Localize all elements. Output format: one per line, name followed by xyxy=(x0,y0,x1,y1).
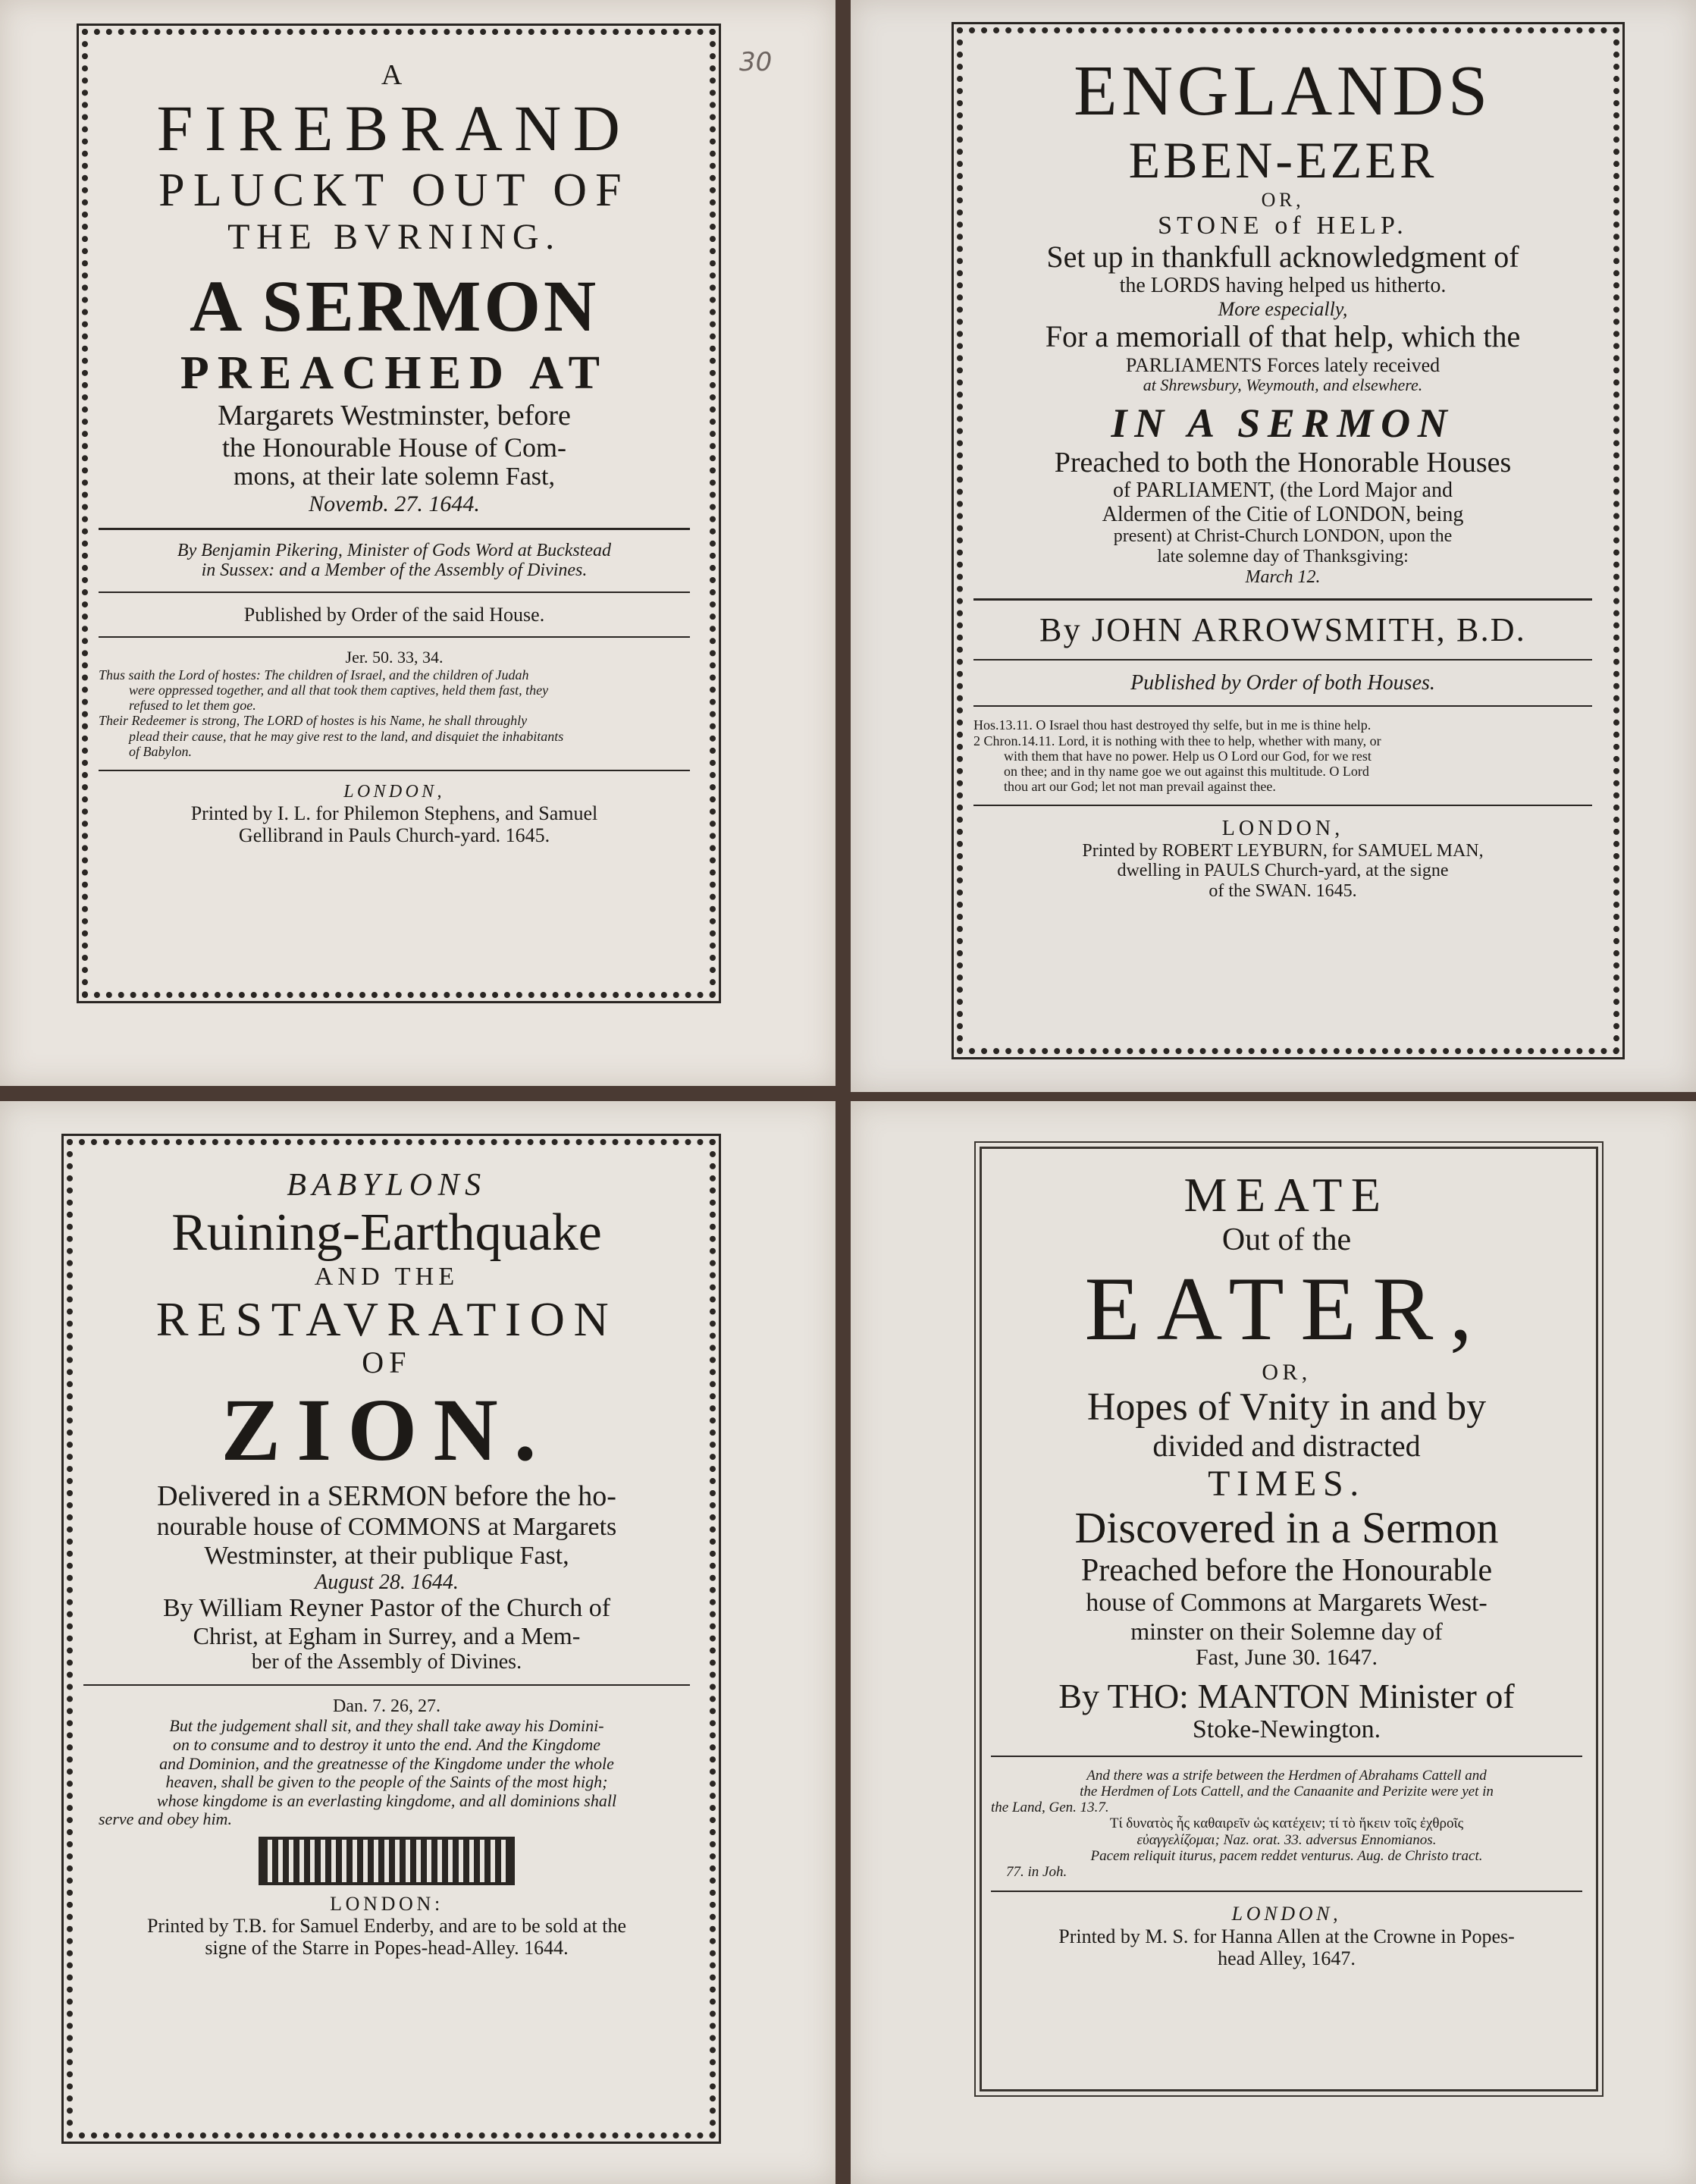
preached-line: of PARLIAMENT, (the Lord Major and xyxy=(1113,479,1453,503)
scripture-line: on to consume and to destroy it unto the end. And the Kingdome xyxy=(173,1734,600,1754)
author-line: By JOHN ARROWSMITH, B.D. xyxy=(1039,610,1526,648)
scripture-ref: Jer. 50. 33, 34. xyxy=(345,648,444,667)
divider xyxy=(99,636,690,638)
imprint-line: Printed by T.B. for Samuel Enderby, and are to be sold at the xyxy=(146,1915,627,1938)
scripture-line: the Land, Gen. 13.7. xyxy=(991,1800,1109,1816)
discovered-line: house of Commons at Margarets West- xyxy=(1086,1589,1488,1618)
scripture-line: But the judgement shall sit, and they shall take away his Domini- xyxy=(169,1716,604,1736)
scripture-line: were oppressed together, and all that took them captives, held them fast, they xyxy=(129,682,549,698)
preached-line: Preached to both the Honorable Houses xyxy=(1054,446,1512,479)
scripture-line: Their Redeemer is strong, The LORD of hostes is his Name, he shall throughly xyxy=(99,713,528,729)
printers-ornament xyxy=(259,1837,515,1885)
divider xyxy=(991,1891,1582,1892)
title-eater: EATER, xyxy=(1084,1257,1489,1359)
title-block xyxy=(99,59,690,846)
preached-line: March 12. xyxy=(1245,566,1321,587)
corner-note: 30 xyxy=(739,47,773,77)
discovered-line: Fast, June 30. 1647. xyxy=(1196,1645,1378,1671)
scripture-ref: Dan. 7. 26, 27. xyxy=(333,1696,440,1717)
date-line: August 28. 1644. xyxy=(315,1570,459,1594)
title-and-the: AND THE xyxy=(314,1263,459,1291)
greek-line: Τί δυνατὸς ἦς καθαιρεῖν ὡς κατέχειν; τί τὸ ἥκειν τοῖς ἐχθροῖς xyxy=(1109,1815,1464,1832)
title-burning: THE BVRNING. xyxy=(227,217,561,258)
divider xyxy=(973,598,1592,601)
imprint-line: Printed by M. S. for Hanna Allen at the Crowne in Popes- xyxy=(1058,1925,1515,1947)
scripture-line: on thee; and in thy name goe we out against this multitude. O Lord xyxy=(1004,763,1369,779)
title-babylons: BABYLONS xyxy=(287,1168,487,1203)
imprint-line: signe of the Starre in Popes-head-Alley. 1644. xyxy=(205,1937,569,1960)
author-line: By William Reyner Pastor of the Church of xyxy=(162,1594,611,1623)
imprint-city: LONDON, xyxy=(1221,817,1344,841)
author-line: in Sussex: and a Member of the Assembly of Divines. xyxy=(201,560,588,581)
scripture-line: of Babylon. xyxy=(129,743,192,759)
author-line: Stoke-Newington. xyxy=(1192,1715,1381,1744)
discovered-line: Preached before the Honourable xyxy=(1080,1553,1493,1589)
title-block xyxy=(83,1168,690,1959)
preached-at: PREACHED AT xyxy=(180,347,609,399)
subtitle-line: More especially, xyxy=(1218,297,1348,320)
published-by: Published by Order of the said House. xyxy=(243,604,545,626)
imprint-line: Gellibrand in Pauls Church-yard. 1645. xyxy=(238,824,550,846)
title-stone: STONE of HELP. xyxy=(1158,211,1408,240)
page-firebrand xyxy=(0,0,835,1086)
divider xyxy=(973,705,1592,707)
divider xyxy=(973,659,1592,661)
title-of: OF xyxy=(362,1345,412,1380)
place-line: mons, at their late solemn Fast, xyxy=(234,462,555,491)
divider xyxy=(973,805,1592,806)
imprint-line: Printed by ROBERT LEYBURN, for SAMUEL MAN, xyxy=(1082,840,1484,861)
divider xyxy=(99,528,690,530)
discovered-line: Discovered in a Sermon xyxy=(1074,1503,1499,1553)
divider xyxy=(99,592,690,593)
title-block xyxy=(973,52,1592,902)
title-out-of: Out of the xyxy=(1221,1222,1352,1257)
place-line: the Honourable House of Com- xyxy=(222,431,566,463)
scripture-line: Thus saith the Lord of hostes: The children of Israel, and the children of Judah xyxy=(99,667,529,683)
title-ebenezer: EBEN-EZER xyxy=(1128,131,1437,190)
latin-line: 77. in Joh. xyxy=(1006,1864,1067,1881)
scripture-line: thou art our God; let not man prevail against thee. xyxy=(1004,779,1276,795)
title-ruining: Ruining-Earthquake xyxy=(171,1203,602,1263)
divider xyxy=(99,770,690,771)
scripture-line: serve and obey him. xyxy=(99,1809,232,1829)
subtitle-line: For a memoriall of that help, which the xyxy=(1045,318,1521,353)
scripture-line: whose kingdome is an everlasting kingdome, and all dominions shall xyxy=(156,1790,617,1810)
title-a: A xyxy=(381,59,408,91)
delivered-line: Westminster, at their publique Fast, xyxy=(204,1541,569,1570)
published-by: Published by Order of both Houses. xyxy=(1130,671,1435,695)
scripture-line: And there was a strife between the Herdmen of Abrahams Cattell and xyxy=(1086,1767,1487,1784)
title-or: OR, xyxy=(1261,189,1305,212)
imprint-line: of the SWAN. 1645. xyxy=(1209,881,1357,902)
author-line: ber of the Assembly of Divines. xyxy=(251,1650,522,1674)
title-meate: MEATE xyxy=(1183,1168,1390,1222)
scripture-line: with them that have no power. Help us O Lord our God, for we rest xyxy=(1004,748,1372,764)
page-babylons xyxy=(0,1101,835,2184)
scripture-line: and Dominion, and the greatnesse of the Kingdome under the whole xyxy=(159,1753,614,1773)
greek-line: εὐαγγελίζομαι; Naz. orat. 33. adversus Ennomianos. xyxy=(1136,1831,1437,1848)
date-line: Novemb. 27. 1644. xyxy=(309,491,480,516)
title-block xyxy=(991,1168,1582,1969)
imprint-line: dwelling in PAULS Church-yard, at the signe xyxy=(1117,861,1449,881)
page-meate-out-of-the-eater xyxy=(851,1101,1696,2184)
place-line: Margarets Westminster, before xyxy=(218,400,571,431)
subtitle-line: Hopes of Vnity in and by xyxy=(1086,1385,1487,1429)
scripture-line: the Herdmen of Lots Cattell, and the Canaanite and Perizite were yet in xyxy=(1080,1783,1494,1800)
scripture-line: Hos.13.11. O Israel thou hast destroyed thy selfe, but in me is thine help. xyxy=(973,717,1372,733)
discovered-line: minster on their Solemne day of xyxy=(1130,1617,1443,1645)
subtitle-line: PARLIAMENTS Forces lately received xyxy=(1125,353,1441,376)
delivered-line: nourable house of COMMONS at Margarets xyxy=(156,1512,617,1541)
title-restauration: RESTAVRATION xyxy=(155,1291,618,1346)
preached-line: late solemne day of Thanksgiving: xyxy=(1157,547,1409,567)
subtitle-line: at Shrewsbury, Weymouth, and elsewhere. xyxy=(1143,375,1423,394)
imprint-line: Printed by I. L. for Philemon Stephens, and Samuel xyxy=(190,802,598,824)
imprint-city: LONDON, xyxy=(1231,1903,1342,1925)
preached-line: Aldermen of the Citie of LONDON, being xyxy=(1102,502,1464,526)
imprint-city: LONDON: xyxy=(330,1893,444,1916)
author-line: By Benjamin Pikering, Minister of Gods Word at Buckstead xyxy=(177,540,612,560)
imprint-city: LONDON, xyxy=(343,781,445,802)
page-englands-ebenezer xyxy=(851,0,1696,1092)
delivered-line: Delivered in a SERMON before the ho- xyxy=(157,1480,616,1513)
title-englands: ENGLANDS xyxy=(1074,52,1492,130)
scripture-line: refused to let them goe. xyxy=(129,698,256,714)
title-firebrand: FIREBRAND xyxy=(156,91,632,165)
scripture-line: 2 Chron.14.11. Lord, it is nothing with thee to help, whether with many, or xyxy=(973,733,1381,748)
subtitle-line: TIMES. xyxy=(1208,1463,1365,1504)
title-or: OR, xyxy=(1262,1360,1312,1385)
author-line: Christ, at Egham in Surrey, and a Mem- xyxy=(193,1622,581,1650)
author-line: By THO: MANTON Minister of xyxy=(1058,1676,1515,1715)
sermon-heading: IN A SERMON xyxy=(1111,400,1455,447)
subtitle-line: the LORDS having helped us hitherto. xyxy=(1119,274,1447,298)
divider xyxy=(991,1756,1582,1757)
preached-line: present) at Christ-Church LONDON, upon the xyxy=(1113,526,1453,547)
scripture-line: heaven, shall be given to the people of the Saints of the most high; xyxy=(165,1772,608,1792)
latin-line: Pacem reliquit iturus, pacem reddet venturus. Aug. de Christo tract. xyxy=(1090,1847,1483,1864)
imprint-line: head Alley, 1647. xyxy=(1218,1947,1356,1969)
title-zion: ZION. xyxy=(221,1379,553,1480)
subtitle-line: Set up in thankfull acknowledgment of xyxy=(1046,239,1519,274)
scripture-line: plead their cause, that he may give rest to the land, and disquiet the inhabitants xyxy=(129,728,564,744)
divider xyxy=(83,1684,690,1686)
sermon-heading: A SERMON xyxy=(189,265,600,347)
title-pluckt: PLUCKT OUT OF xyxy=(158,164,630,216)
subtitle-line: divided and distracted xyxy=(1152,1428,1421,1463)
